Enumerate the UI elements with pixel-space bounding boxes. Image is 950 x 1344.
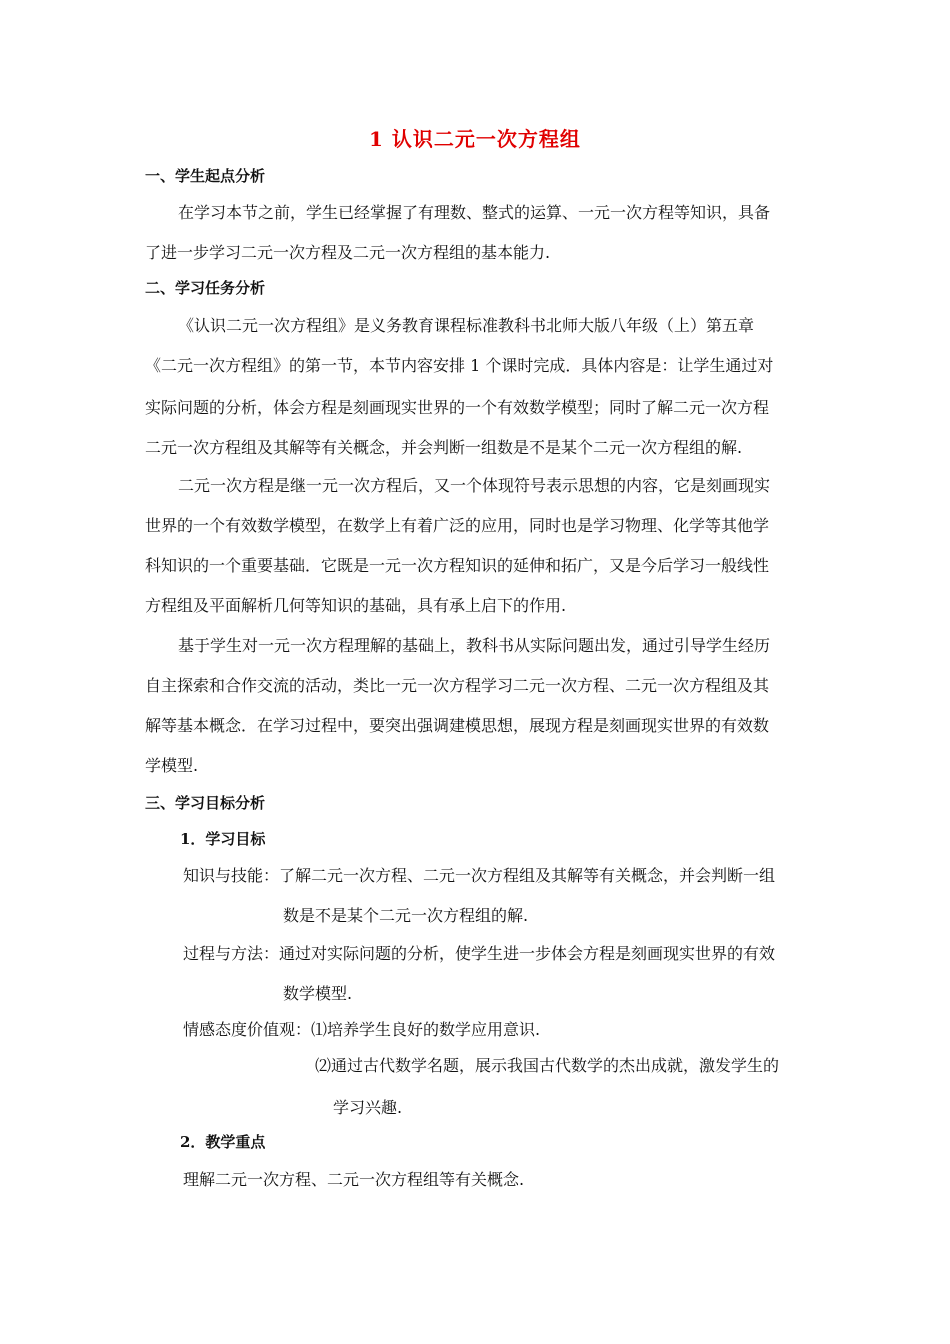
- s2-p2-line-1: 二元一次方程是继一元一次方程后，又一个体现符号表示思想的内容，它是刻画现实: [178, 476, 771, 495]
- s2-p1-line-4: 二元一次方程组及其解等有关概念，并会判断一组数是不是某个二元一次方程组的解.: [145, 438, 743, 457]
- subsection-teaching-focus: 2．教学重点: [180, 1133, 266, 1151]
- section-2-heading: 二、学习任务分析: [145, 279, 266, 297]
- knowledge-line-1: 知识与技能：了解二元一次方程、二元一次方程组及其解等有关概念，并会判断一组: [183, 866, 776, 885]
- s2-p1-line-3: 实际问题的分析，体会方程是刻画现实世界的一个有效数学模型；同时了解二元一次方程: [145, 398, 770, 417]
- s1-line-2: 了进一步学习二元一次方程及二元一次方程组的基本能力.: [145, 243, 551, 262]
- s2-p2-line-3: 科知识的一个重要基础．它既是一元一次方程知识的延伸和拓广，又是今后学习一般线性: [145, 556, 770, 575]
- s2-p1-line-2: 《二元一次方程组》的第一节，本节内容安排 1 个课时完成．具体内容是：让学生通过对: [145, 356, 774, 375]
- s1-line-1: 在学习本节之前，学生已经掌握了有理数、整式的运算、一元一次方程等知识，具备: [178, 203, 771, 222]
- page-title: 1 认识二元一次方程组: [369, 127, 581, 151]
- section-1-heading: 一、学生起点分析: [145, 167, 266, 185]
- s2-p3-line-3: 解等基本概念．在学习过程中，要突出强调建模思想，展现方程是刻画现实世界的有效数: [145, 716, 770, 735]
- s2-p3-line-4: 学模型.: [145, 756, 199, 775]
- attitude-line-3: 学习兴趣.: [333, 1098, 403, 1117]
- s2-p2-line-4: 方程组及平面解析几何等知识的基础，具有承上启下的作用.: [145, 596, 567, 615]
- s2-p2-line-2: 世界的一个有效数学模型，在数学上有着广泛的应用，同时也是学习物理、化学等其他学: [145, 516, 770, 535]
- s2-p3-line-2: 自主探索和合作交流的活动，类比一元一次方程学习二元一次方程、二元一次方程组及其: [145, 676, 770, 695]
- subsection-learning-goals: 1．学习目标: [180, 830, 266, 848]
- knowledge-line-2: 数是不是某个二元一次方程组的解.: [283, 906, 529, 925]
- attitude-line-1: 情感态度价值观：⑴培养学生良好的数学应用意识.: [183, 1020, 541, 1039]
- section-3-heading: 三、学习目标分析: [145, 794, 266, 812]
- s2-p3-line-1: 基于学生对一元一次方程理解的基础上，教科书从实际问题出发，通过引导学生经历: [178, 636, 771, 655]
- s2-p1-line-1: 《认识二元一次方程组》是义务教育课程标准教科书北师大版八年级（上）第五章: [178, 316, 755, 335]
- process-line-1: 过程与方法：通过对实际问题的分析，使学生进一步体会方程是刻画现实世界的有效: [183, 944, 776, 963]
- process-line-2: 数学模型.: [283, 984, 353, 1003]
- attitude-line-2: ⑵通过古代数学名题，展示我国古代数学的杰出成就，激发学生的: [315, 1056, 780, 1075]
- key-line: 理解二元一次方程、二元一次方程组等有关概念.: [183, 1170, 525, 1189]
